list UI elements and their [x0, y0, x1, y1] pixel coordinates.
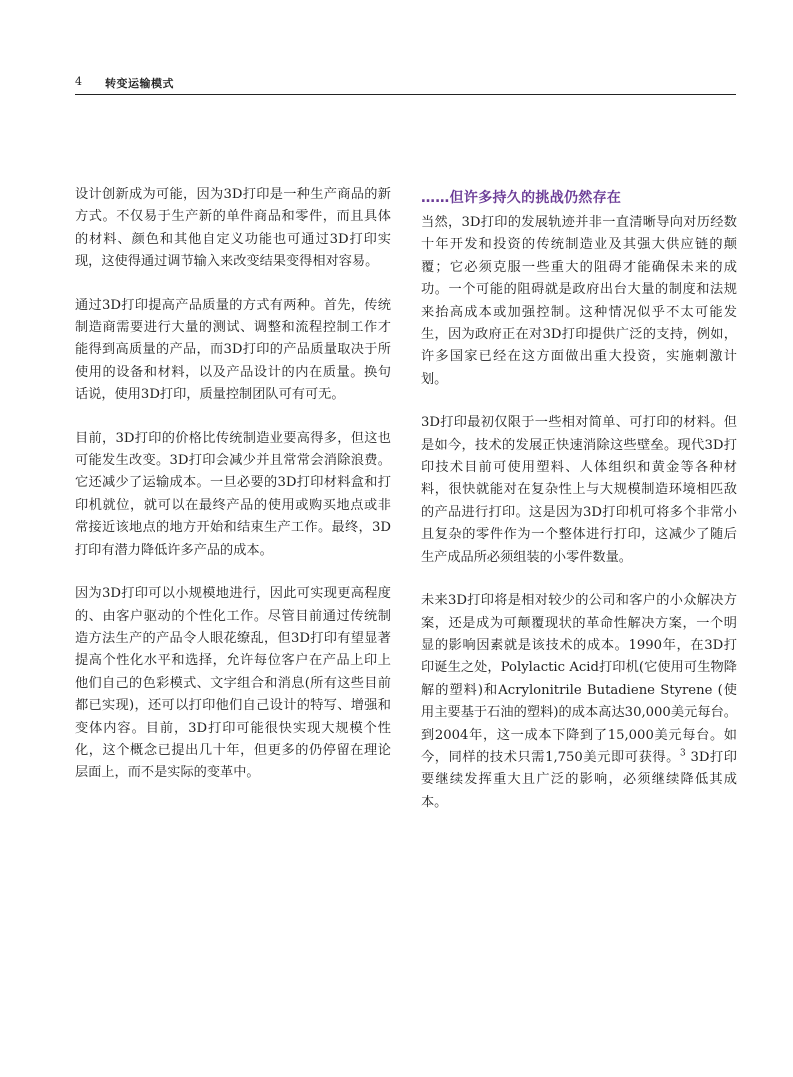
paragraph: 3D打印最初仅限于一些相对简单、可打印的材料。但是如今，技术的发展正快速消除这些壁垒。现代3D打印技术目前可使用塑料、人体组织和黄金等各种材料，很快就能对在复杂性上与大规模制造环境相匹敌的产品进行打印。这是因为3D打印机可将多个非常小且复杂的零件作为一个整体进行打印，这减少了随后生产成品所必须组装的小零件数量。 — [421, 415, 737, 565]
left-column — [75, 184, 391, 806]
page-number: 4 — [75, 75, 82, 88]
paragraph: 当然，3D打印的发展轨迹并非一直清晰导向对历经数十年开发和投资的传统制造业及其强大供应链的颠覆；它必须克服一些重大的阻碍才能确保未来的成功。一个可能的阻碍就是政府出台大量的制度和法规来抬高成本或加强控制。这种情况似乎不太可能发生，因为政府正在对3D打印提供广泛的支持，例如，许多国家已经在这方面做出重大投资，实施刺激计划。 — [421, 215, 737, 387]
paragraph-text-continued: 3D打印要继续发挥重大且广泛的影响，必须继续降低其成本。 — [421, 749, 737, 810]
paragraph: 目前，3D打印的价格比传统制造业要高得多，但这也可能发生改变。3D打印会减少并且常常会消除浪费。它还减少了运输成本。一旦必要的3D打印材料盒和打印机就位，就可以在最终产品的使用或购买地点或非常接近该地点的地方开始和结束生产工作。最终，3D打印有潜力降低许多产品的成本。 — [75, 430, 391, 558]
section-heading: ……但许多持久的挑战仍然存在 — [421, 190, 622, 206]
paragraph: 因为3D打印可以小规模地进行，因此可实现更高程度的、由客户驱动的个性化工作。尽管目前通过传统制造方法生产的产品令人眼花缭乱，但3D打印有望显著提高个性化水平和选择，允许每位客户在产品上印上他们自己的色彩模式、文字组合和消息(所有这些目前都已实现)，还可以打印他们自己设计的特写、增强和变体内容。目前，3D打印可能很快实现大规模个性化，这个概念已提出几十年，但更多的仍停留在理论层面上，而不是实际的变革中。 — [75, 586, 391, 781]
running-header — [75, 72, 736, 95]
footnote-marker[interactable]: 3 — [679, 748, 686, 759]
paragraph-text: 未来3D打印将是相对较少的公司和客户的小众解决方案，还是成为可颠覆现状的革命性解决方案，一个明显的影响因素就是该技术的成本。1990年，在3D打印诞生之处，Polylactic Acid打印机(它使用可生物降解的塑料)和Acrylonitrile Butadiene Styrene (使用主要基于石油的塑料)的成本高达30,000美元每台。到2004年，这一成本下降到了15,000美元每台。如今，同样的技术只需1,750美元即可获得。 — [421, 593, 737, 765]
right-column — [421, 188, 737, 835]
paragraph: 通过3D打印提高产品质量的方式有两种。首先，传统制造商需要进行大量的测试、调整和流程控制工作才能得到高质量的产品，而3D打印的产品质量取决于所使用的设备和材料，以及产品设计的内在质量。换句话说，使用3D打印，质量控制团队可有可无。 — [75, 297, 391, 403]
running-title: 转变运输模式 — [105, 77, 174, 90]
paragraph-with-footnote — [421, 590, 737, 814]
paragraph: 设计创新成为可能，因为3D打印是一种生产商品的新方式。不仅易于生产新的单件商品和零件，而且具体的材料、颜色和其他自定义功能也可通过3D打印实现，这使得通过调节输入来改变结果变得相对容易。 — [75, 187, 391, 270]
